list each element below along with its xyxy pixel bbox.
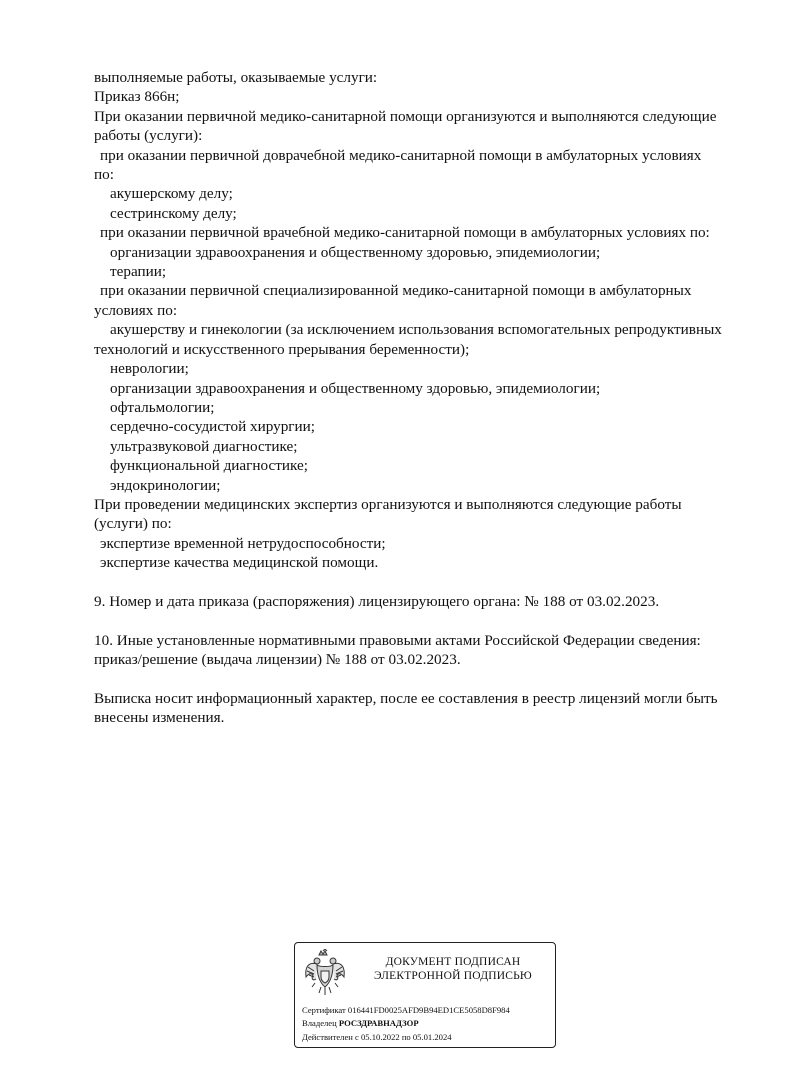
text-line: Приказ 866н; xyxy=(94,88,180,106)
text-line: При оказании первичной медико-санитарной помощи организуются и выполняются следующие xyxy=(94,107,717,125)
text-line: (услуги) по: xyxy=(94,515,172,533)
text-line: эндокринологии; xyxy=(110,476,221,494)
text-line: экспертизе временной нетрудоспособности; xyxy=(100,534,386,552)
text-line: выполняемые работы, оказываемые услуги: xyxy=(94,69,378,86)
text-line: при оказании первичной специализированной медико-санитарной помощи в амбулаторных xyxy=(100,282,692,300)
text-line: условиях по: xyxy=(94,301,178,319)
text-line: Выписка носит информационный характер, после ее составления в реестр лицензий могли быть xyxy=(94,689,718,707)
text-line: офтальмологии; xyxy=(110,398,215,416)
owner-row xyxy=(302,1017,552,1030)
validity-row xyxy=(302,1031,552,1044)
text-line: функциональной диагностике; xyxy=(110,457,308,475)
text-line: При проведении медицинских экспертиз организуются и выполняются следующие работы xyxy=(94,495,682,513)
electronic-signature-stamp xyxy=(294,942,556,1048)
text-line: акушерскому делу; xyxy=(110,185,233,203)
text-line: внесены изменения. xyxy=(94,709,225,727)
owner-label: Владелец xyxy=(302,1018,337,1029)
stamp-title-line: ДОКУМЕНТ ПОДПИСАН xyxy=(385,956,521,968)
text-line: по: xyxy=(94,166,114,184)
coat-of-arms-icon xyxy=(303,949,347,997)
text-line: сердечно-сосудистой хирургии; xyxy=(110,418,316,436)
text-line: 9. Номер и дата приказа (распоряжения) лицензирующего органа: № 188 от 03.02.2023. xyxy=(94,592,660,610)
text-line: организации здравоохранения и общественному здоровью, эпидемиологии; xyxy=(110,243,601,261)
text-line: организации здравоохранения и общественному здоровью, эпидемиологии; xyxy=(110,379,601,397)
validity-value: с 05.10.2022 по 05.01.2024 xyxy=(355,1031,452,1042)
text-line: ультразвуковой диагностике; xyxy=(110,437,298,455)
text-line: сестринскому делу; xyxy=(110,204,237,222)
stamp-title-line: ЭЛЕКТРОННОЙ ПОДПИСЬЮ xyxy=(374,970,532,982)
certificate-value: 016441FD0025AFD9B94ED1CE5058D8F984 xyxy=(347,1005,510,1015)
certificate-label: Сертификат xyxy=(302,1005,346,1015)
stamp-details xyxy=(302,1004,552,1044)
text-line: неврологии; xyxy=(110,360,189,378)
text-line: терапии; xyxy=(110,263,167,281)
text-line: экспертизе качества медицинской помощи. xyxy=(100,554,379,572)
text-line: работы (услуги): xyxy=(94,127,203,145)
certificate-row xyxy=(302,1004,552,1017)
text-line: при оказании первичной врачебной медико-санитарной помощи в амбулаторных условиях по: xyxy=(100,224,710,242)
paragraph-gap xyxy=(94,611,764,630)
text-line: технологий и искусственного прерывания беременности); xyxy=(94,340,470,358)
stamp-title xyxy=(355,955,551,983)
text-line: при оказании первичной доврачебной медико-санитарной помощи в амбулаторных условиях xyxy=(100,146,702,164)
document-body xyxy=(94,68,764,728)
validity-label: Действителен xyxy=(302,1031,353,1042)
owner-value: РОСЗДРАВНАДЗОР xyxy=(338,1018,419,1029)
paragraph-gap xyxy=(94,573,764,592)
paragraph-gap xyxy=(94,670,764,689)
text-line: приказ/решение (выдача лицензии) № 188 от 03.02.2023. xyxy=(94,651,461,669)
text-line: акушерству и гинекологии (за исключением использования вспомогательных репродуктивных xyxy=(110,321,722,339)
text-line: 10. Иные установленные нормативными правовыми актами Российской Федерации сведения: xyxy=(94,631,701,649)
